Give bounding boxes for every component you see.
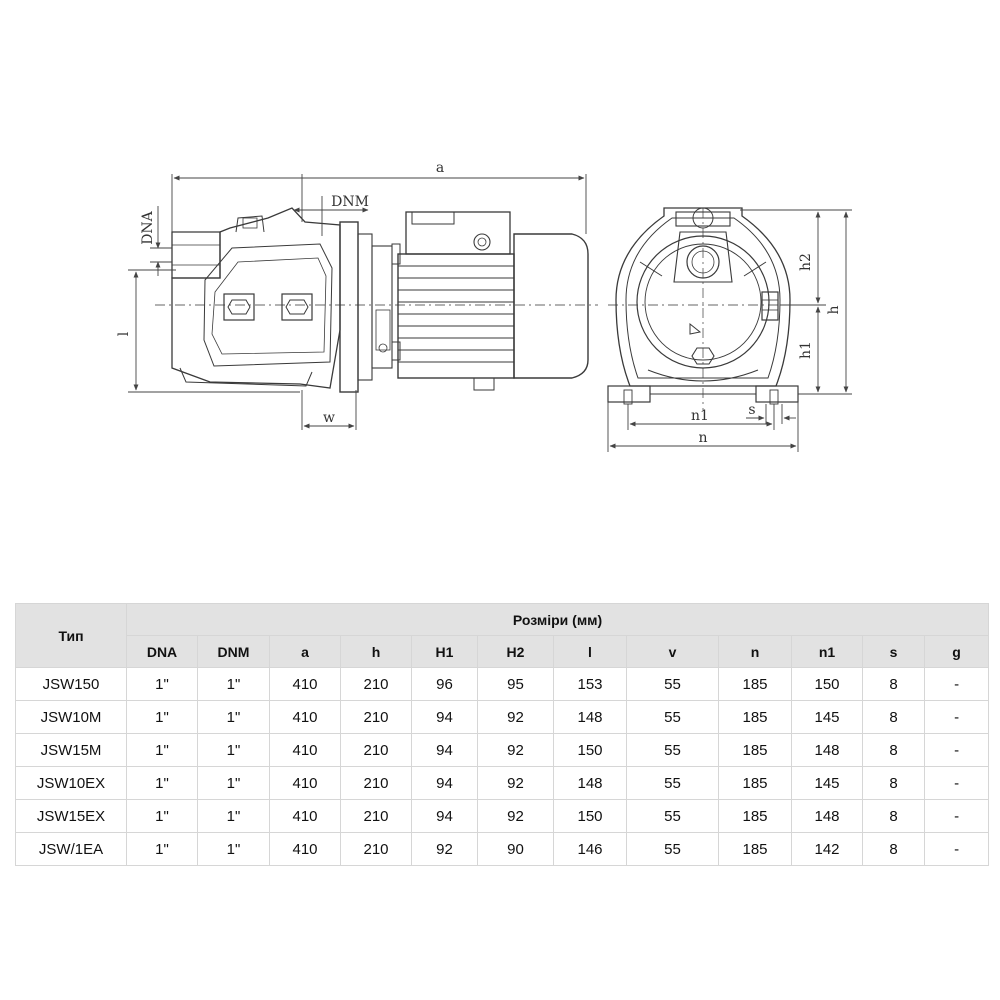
- table-cell: 92: [478, 800, 554, 833]
- label-n1: n1: [691, 408, 709, 424]
- table-row: [16, 833, 989, 866]
- label-h: h: [826, 305, 842, 315]
- label-s: s: [748, 402, 756, 418]
- table-cell: 410: [270, 701, 341, 734]
- table-cell: 1": [198, 800, 270, 833]
- table-cell: 150: [554, 734, 627, 767]
- table-cell: 410: [270, 833, 341, 866]
- table-cell: 1": [198, 767, 270, 800]
- side-view: [155, 208, 598, 392]
- table-cell: 94: [412, 701, 478, 734]
- model-cell: JSW15M: [16, 734, 127, 767]
- dimensions-group-header: Розміри (мм): [127, 604, 989, 636]
- table-cell: 150: [554, 800, 627, 833]
- column-header: n: [719, 636, 792, 668]
- model-cell: JSW150: [16, 668, 127, 701]
- label-dnm: DNM: [331, 194, 369, 210]
- table-cell: 148: [554, 767, 627, 800]
- table-row: [16, 734, 989, 767]
- table-cell: 90: [478, 833, 554, 866]
- hex-bolt-icon: [282, 294, 312, 320]
- label-h2: h2: [798, 253, 814, 271]
- type-column-header: Тип: [16, 604, 127, 668]
- table-cell: 185: [719, 668, 792, 701]
- front-view-dimensions: [608, 210, 852, 452]
- column-header: DNM: [198, 636, 270, 668]
- column-header: s: [863, 636, 925, 668]
- table-cell: 1": [127, 767, 198, 800]
- table-cell: 92: [412, 833, 478, 866]
- column-header: DNA: [127, 636, 198, 668]
- table-cell: -: [925, 767, 989, 800]
- table-cell: 1": [198, 734, 270, 767]
- table-row: [16, 767, 989, 800]
- table-cell: 145: [792, 701, 863, 734]
- table-cell: 55: [627, 833, 719, 866]
- table-cell: 153: [554, 668, 627, 701]
- table-cell: 410: [270, 800, 341, 833]
- table-cell: 185: [719, 701, 792, 734]
- table-cell: -: [925, 734, 989, 767]
- hex-bolt-icon: [224, 294, 254, 320]
- column-header: a: [270, 636, 341, 668]
- label-n: n: [698, 430, 708, 446]
- table-cell: 1": [127, 668, 198, 701]
- table-cell: 185: [719, 833, 792, 866]
- table-cell: 185: [719, 734, 792, 767]
- table-cell: 142: [792, 833, 863, 866]
- column-header: H1: [412, 636, 478, 668]
- table-cell: 55: [627, 800, 719, 833]
- column-header: n1: [792, 636, 863, 668]
- table-cell: 8: [863, 767, 925, 800]
- table-cell: 210: [341, 701, 412, 734]
- table-cell: 1": [127, 833, 198, 866]
- table-cell: 55: [627, 668, 719, 701]
- column-header: H2: [478, 636, 554, 668]
- table-cell: 55: [627, 701, 719, 734]
- table-cell: 96: [412, 668, 478, 701]
- table-cell: 1": [198, 668, 270, 701]
- side-bolt-icon: [762, 292, 778, 320]
- table-cell: 185: [719, 800, 792, 833]
- table-cell: 8: [863, 701, 925, 734]
- table-cell: 94: [412, 734, 478, 767]
- table-cell: 1": [127, 800, 198, 833]
- column-header: g: [925, 636, 989, 668]
- table-cell: 1": [198, 701, 270, 734]
- model-cell: JSW15EX: [16, 800, 127, 833]
- table-cell: 148: [554, 701, 627, 734]
- motor-fan-cover: [514, 234, 588, 378]
- table-row: [16, 800, 989, 833]
- base-foot-left: [608, 386, 650, 402]
- column-header: h: [341, 636, 412, 668]
- table-row: [16, 668, 989, 701]
- table-cell: 410: [270, 734, 341, 767]
- motor-terminal-box: [406, 212, 510, 254]
- table-cell: 146: [554, 833, 627, 866]
- table-cell: 92: [478, 767, 554, 800]
- table-cell: 1": [127, 734, 198, 767]
- table-cell: 92: [478, 701, 554, 734]
- table-cell: -: [925, 800, 989, 833]
- table-cell: 210: [341, 668, 412, 701]
- front-view: [608, 208, 800, 410]
- motor-body: [398, 254, 514, 378]
- table-cell: 8: [863, 734, 925, 767]
- cable-gland-icon: [474, 234, 490, 250]
- table-cell: 210: [341, 734, 412, 767]
- table-cell: 1": [198, 833, 270, 866]
- table-cell: 94: [412, 767, 478, 800]
- label-w: w: [323, 410, 335, 426]
- table-cell: 8: [863, 833, 925, 866]
- table-cell: 185: [719, 767, 792, 800]
- table-cell: -: [925, 668, 989, 701]
- model-cell: JSW/1EA: [16, 833, 127, 866]
- table-cell: 410: [270, 767, 341, 800]
- table-cell: 210: [341, 767, 412, 800]
- column-header: v: [627, 636, 719, 668]
- table-cell: 148: [792, 734, 863, 767]
- table-cell: 148: [792, 800, 863, 833]
- table-cell: -: [925, 701, 989, 734]
- label-h1: h1: [798, 341, 814, 359]
- table-cell: 210: [341, 833, 412, 866]
- table-cell: 55: [627, 767, 719, 800]
- dimensions-table: [15, 603, 989, 866]
- table-cell: 210: [341, 800, 412, 833]
- pump-flange: [340, 222, 358, 392]
- table-row: [16, 701, 989, 734]
- table-cell: 1": [127, 701, 198, 734]
- table-cell: 410: [270, 668, 341, 701]
- table-cell: 95: [478, 668, 554, 701]
- table-cell: 145: [792, 767, 863, 800]
- pump-body: [172, 208, 340, 388]
- model-cell: JSW10M: [16, 701, 127, 734]
- label-a: a: [435, 160, 445, 176]
- table-cell: 150: [792, 668, 863, 701]
- table-cell: 8: [863, 800, 925, 833]
- label-l: l: [116, 331, 132, 337]
- table-cell: 8: [863, 668, 925, 701]
- table-cell: 94: [412, 800, 478, 833]
- table-cell: 92: [478, 734, 554, 767]
- column-header: l: [554, 636, 627, 668]
- label-dna: DNA: [140, 211, 156, 245]
- base-foot-right: [756, 386, 798, 402]
- model-cell: JSW10EX: [16, 767, 127, 800]
- table-cell: 55: [627, 734, 719, 767]
- table-cell: -: [925, 833, 989, 866]
